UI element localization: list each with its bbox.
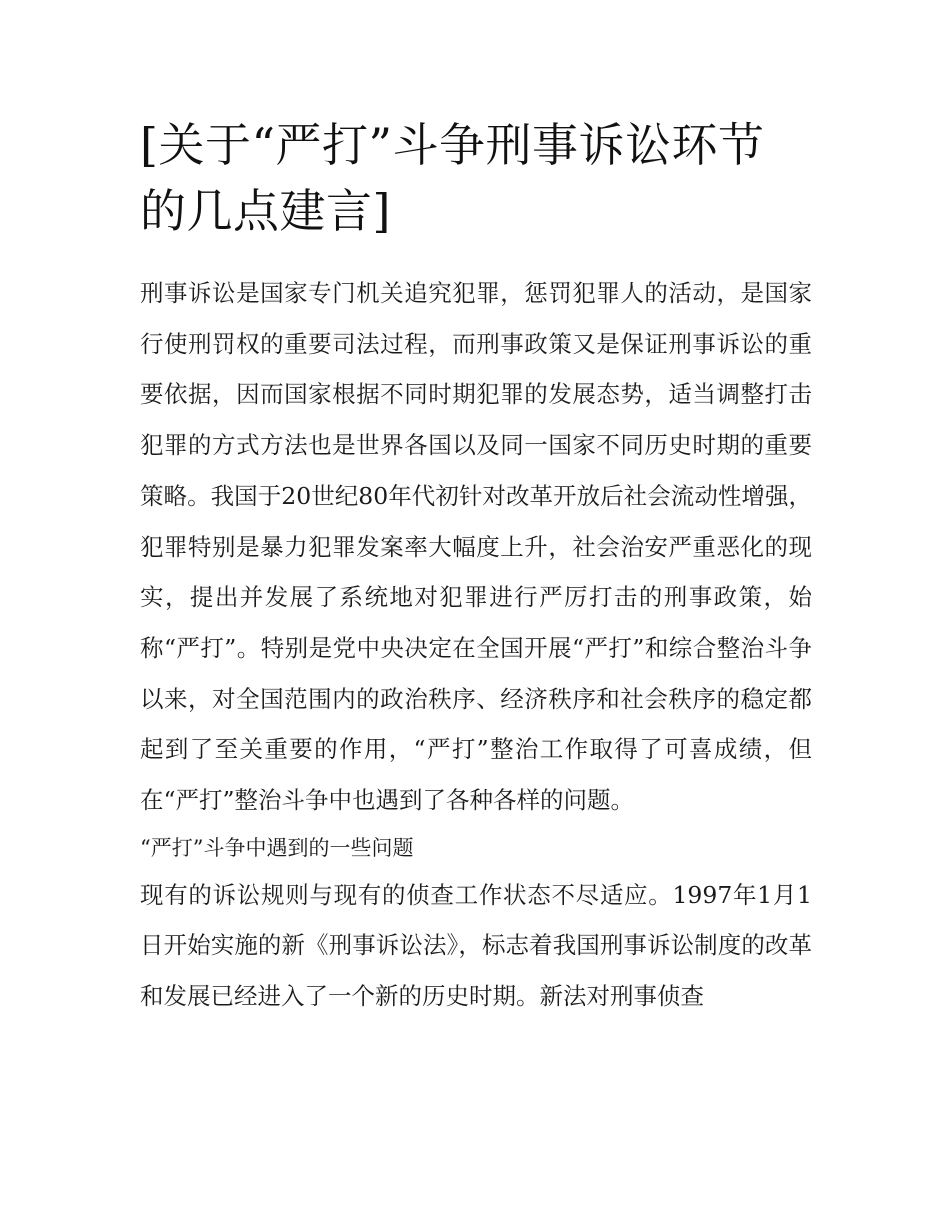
section-subheading: “严打”斗争中遇到的一些问题: [140, 835, 414, 860]
document-page: [140, 112, 812, 1022]
document-title: [140, 112, 812, 244]
document-title-line-1: [关于“严打”斗争刑事诉讼环节: [140, 118, 765, 172]
document-title-line-2: 的几点建言]: [140, 184, 391, 238]
body-paragraph-intro: 刑事诉讼是国家专门机关追究犯罪，惩罚犯罪人的活动，是国家行使刑罚权的重要司法过程，而刑事政策又是保证刑事诉讼的重要依据，因而国家根据不同时期犯罪的发展态势，适当调整打击犯罪的方式方法也是世界各国以及同一国家不同历史时期的重要策略。我国于20世纪80年代初针对改革开放后社会流动性增强，犯罪特别是暴力犯罪发案率大幅度上升，社会治安严重恶化的现实，提出并发展了系统地对犯罪进行严厉打击的刑事政策，始称“严打”。特别是党中央决定在全国开展“严打”和综合整治斗争以来，对全国范围内的政治秩序、经济秩序和社会秩序的稳定都起到了至关重要的作用，“严打”整治工作取得了可喜成绩，但在“严打”整治斗争中也遇到了各种各样的问题。: [140, 279, 812, 815]
body-paragraph-problems: 现有的诉讼规则与现有的侦查工作状态不尽适应。1997年1月1日开始实施的新《刑事诉讼法》，标志着我国刑事诉讼制度的改革和发展已经进入了一个新的历史时期。新法对刑事侦查: [140, 880, 812, 1011]
document-body: [140, 268, 812, 1022]
